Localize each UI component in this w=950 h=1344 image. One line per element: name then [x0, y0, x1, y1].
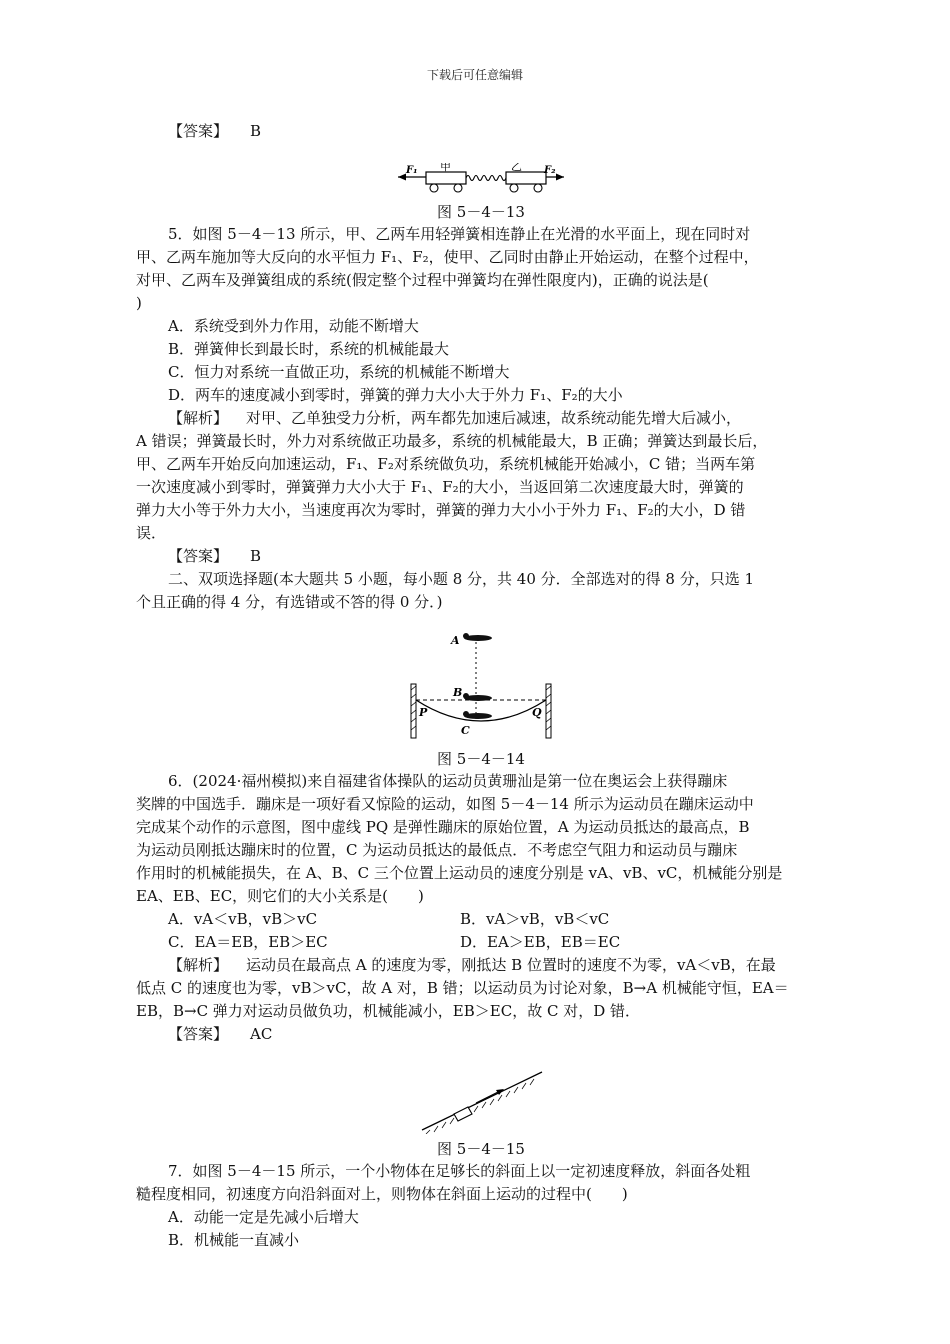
q6-option-d: D．EA＞EB，EB＝EC [460, 933, 621, 951]
q5-analysis-line [136, 407, 826, 430]
analysis-text: 对甲、乙单独受力分析，两车都先加速后减速，故系统动能先增大后减小， [246, 409, 742, 427]
answer-value: AC [250, 1025, 273, 1043]
page-header: 下载后可任意编辑 [426, 68, 523, 82]
q6-option-a: A．vA＜vB，vB＞vC [168, 910, 318, 928]
q6-option-b: B．vA＞vB，vB＜vC [460, 910, 610, 928]
answer-tag: 【答案】 [168, 547, 229, 565]
q6-stem-line: 6．(2024·福州模拟)来自福建省体操队的运动员黄珊汕是第一位在奥运会上获得蹦床 [168, 772, 728, 790]
q6-options-row [136, 931, 826, 954]
q6-answer-line [136, 1023, 826, 1046]
q5-option-d: D．两车的速度减小到零时，弹簧的弹力大小大于外力 F₁、F₂的大小 [168, 386, 623, 404]
f1-label: F₁ [406, 165, 418, 176]
cart-jia-label: 甲 [440, 163, 451, 173]
q6-stem-line: 奖牌的中国选手．蹦床是一项好看又惊险的运动，如图 5－4－14 所示为运动员在蹦床运动中 [136, 795, 754, 813]
figure-caption: 图 5－4－14 [437, 750, 525, 768]
q5-stem-line: 对甲、乙两车及弹簧组成的系统(假定整个过程中弹簧均在弹性限度内)，正确的说法是( [136, 271, 709, 289]
q6-analysis-line [136, 954, 826, 977]
answer-tag: 【答案】 [168, 122, 229, 140]
q6-stem-line: 为运动员刚抵达蹦床时的位置，C 为运动员抵达的最低点．不考虑空气阻力和运动员与蹦床 [136, 841, 738, 859]
section-heading: 个且正确的得 4 分，有选错或不答的得 0 分．) [136, 593, 443, 611]
q5-analysis-line: 甲、乙两车开始反向加速运动，F₁、F₂对系统做负功，系统机械能开始减小，C 错；当两车第 [136, 455, 756, 473]
point-p-label: P [419, 706, 428, 719]
analysis-text: 运动员在最高点 A 的速度为零，刚抵达 B 位置时的速度不为零，vA＜vB，在最 [246, 956, 776, 974]
q5-analysis-line: A 错误；弹簧最长时，外力对系统做正功最多，系统的机械能最大，B 正确；弹簧达到最长后， [136, 432, 768, 450]
answer-tag: 【答案】 [168, 1025, 229, 1043]
q7-option-b: B．机械能一直减小 [168, 1231, 300, 1249]
analysis-tag: 【解析】 [168, 956, 229, 974]
point-b-label: B [453, 686, 463, 699]
q6-option-c: C．EA＝EB，EB＞EC [168, 933, 328, 951]
point-q-label: Q [532, 706, 542, 719]
q6-analysis-line: 低点 C 的速度也为零，vB＞vC，故 A 对，B 错；以运动员为讨论对象，B→A 机械能守恒，EA＝ [136, 979, 789, 997]
q5-stem-line: ) [136, 294, 142, 312]
q5-option-b: B．弹簧伸长到最长时，系统的机械能最大 [168, 340, 450, 358]
figure-caption: 图 5－4－13 [437, 203, 525, 221]
q5-analysis-line: 误． [136, 524, 167, 542]
figure-caption: 图 5－4－15 [437, 1140, 525, 1158]
analysis-tag: 【解析】 [168, 409, 229, 427]
answer-value: B [250, 547, 262, 565]
point-a-label: A [451, 634, 460, 647]
figure-5-4-15 [136, 1068, 826, 1138]
document-body [136, 120, 826, 1252]
figure-5-4-13 [136, 163, 826, 201]
two-carts-spring-diagram [396, 163, 566, 197]
q5-analysis-line: 弹力大小等于外力大小，当速度再次为零时，弹簧的弹力大小小于外力 F₁、F₂的大小，D 错 [136, 501, 746, 519]
q6-stem-line: EA、EB、EC，则它们的大小关系是( ) [136, 887, 424, 905]
answer-value: B [250, 122, 262, 140]
trampoline-diagram [406, 620, 556, 744]
point-c-label: C [461, 724, 470, 737]
q7-stem-line: 糙程度相同，初速度方向沿斜面对上，则物体在斜面上运动的过程中( ) [136, 1185, 628, 1203]
q7-stem-line: 7．如图 5－4－15 所示，一个小物体在足够长的斜面上以一定初速度释放，斜面各处粗 [168, 1162, 751, 1180]
cart-yi-label: 乙 [511, 163, 522, 173]
q5-stem-line: 甲、乙两车施加等大反向的水平恒力 F₁、F₂，使甲、乙同时由静止开始运动，在整个过程中， [136, 248, 759, 266]
q6-stem-line: 完成某个动作的示意图，图中虚线 PQ 是弹性蹦床的原始位置，A 为运动员抵达的最高点，B [136, 818, 750, 836]
q5-option-c: C．恒力对系统一直做正功，系统的机械能不断增大 [168, 363, 510, 381]
q5-answer-line [136, 545, 826, 568]
q5-analysis-line: 一次速度减小到零时，弹簧弹力大小大于 F₁、F₂的大小，当返回第二次速度最大时，弹簧的 [136, 478, 744, 496]
q7-option-a: A．动能一定是先减小后增大 [168, 1208, 359, 1226]
q5-stem-line: 5．如图 5－4－13 所示，甲、乙两车用轻弹簧相连静止在光滑的水平面上，现在同时对 [168, 225, 751, 243]
q6-stem-line: 作用时的机械能损失，在 A、B、C 三个位置上运动员的速度分别是 vA、vB、vC，机械能分别是 [136, 864, 783, 882]
section-heading: 二、双项选择题(本大题共 5 小题，每小题 8 分，共 40 分．全部选对的得 8 分，只选 1 [168, 570, 755, 588]
f2-label: F₂ [544, 165, 556, 176]
q6-analysis-line: EB，B→C 弹力对运动员做负功，机械能减小，EB＞EC，故 C 对，D 错． [136, 1002, 641, 1020]
answer-line [136, 120, 826, 143]
figure-5-4-14 [136, 620, 826, 748]
incline-diagram [416, 1068, 546, 1134]
q6-options-row [136, 908, 826, 931]
q5-option-a: A．系统受到外力作用，动能不断增大 [168, 317, 419, 335]
